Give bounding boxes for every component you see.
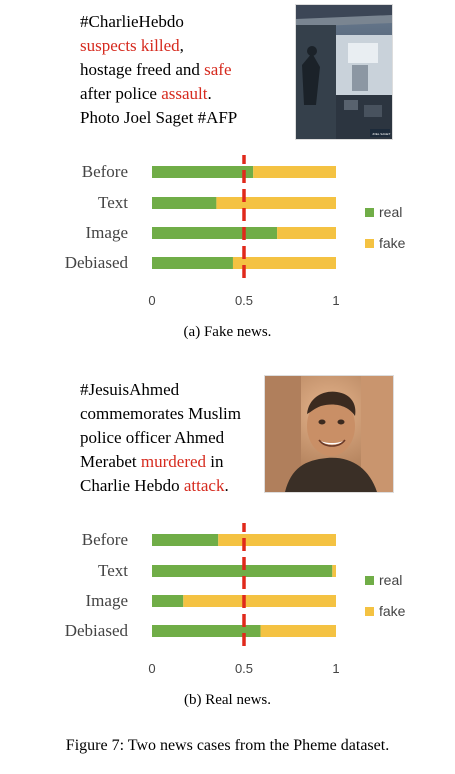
caption-fake-news: (a) Fake news. — [183, 324, 272, 340]
tweet-a-highlight-word: safe — [204, 60, 232, 79]
legend-swatch-real — [365, 576, 374, 585]
tweet-b-highlight-word: murdered — [140, 452, 207, 471]
tweet-a-text-segment: #CharlieHebdo — [80, 12, 184, 31]
caption-real-news: (b) Real news. — [183, 692, 272, 708]
bar-fake — [216, 197, 336, 209]
figure-caption: Figure 7: Two news cases from the Pheme dataset. — [65, 737, 390, 754]
bar-fake — [277, 227, 336, 239]
legend-label-real: real — [379, 572, 403, 588]
tweet-a-text-segment: , — [179, 36, 184, 55]
tweet-b-text-segment: Charlie Hebdo — [80, 476, 184, 495]
chart-fake-news-svg — [0, 155, 455, 315]
category-label: Text — [98, 193, 128, 212]
x-tick-label: 0 — [148, 293, 156, 308]
x-tick-label: 1 — [332, 661, 340, 676]
tweet-a-text-segment: hostage freed and — [80, 60, 205, 79]
x-tick-label: 0 — [148, 661, 156, 676]
tweet-a-highlight-word: suspects killed — [80, 36, 180, 55]
x-tick-label: 1 — [332, 293, 340, 308]
bar-real — [152, 534, 218, 546]
bar-fake — [218, 534, 336, 546]
chart-real-news — [0, 523, 455, 683]
bar-real — [152, 565, 332, 577]
bar-fake — [332, 565, 336, 577]
legend-label-fake: fake — [379, 235, 406, 251]
photo-watermark: JOEL SAGET — [372, 132, 391, 136]
legend-label-real: real — [379, 204, 403, 220]
category-label: Before — [81, 162, 128, 181]
bar-real — [152, 197, 216, 209]
category-label: Image — [85, 223, 128, 242]
category-label: Text — [98, 561, 128, 580]
tweet-b-text-segment: police officer Ahmed — [80, 428, 225, 447]
x-tick-label: 0.5 — [234, 293, 254, 308]
legend-swatch-fake — [365, 239, 374, 248]
bar-real — [152, 227, 277, 239]
chart-fake-news — [0, 155, 455, 315]
category-label: Before — [81, 530, 128, 549]
portrait-photo — [265, 376, 393, 492]
bar-real — [152, 595, 183, 607]
tweet-a-text-segment: after police — [80, 84, 162, 103]
legend-swatch-real — [365, 208, 374, 217]
bar-fake — [261, 625, 336, 637]
tweet-text-fake — [80, 10, 237, 130]
legend-label-fake: fake — [379, 603, 406, 619]
bar-real — [152, 257, 233, 269]
news-photo-fake — [295, 4, 393, 140]
chart-real-news-svg — [0, 523, 455, 683]
x-tick-label: 0.5 — [234, 661, 254, 676]
tweet-b-text-segment: Merabet — [80, 452, 141, 471]
legend-swatch-fake — [365, 607, 374, 616]
bar-fake — [233, 257, 336, 269]
bar-fake — [253, 166, 336, 178]
category-label: Debiased — [64, 253, 128, 272]
tweet-b-highlight-word: attack — [183, 476, 225, 495]
police-scene-image — [296, 5, 392, 139]
tweet-b-text-segment: #JesuisAhmed — [80, 380, 180, 399]
news-photo-real — [264, 375, 394, 493]
tweet-a-text-segment: . — [207, 84, 212, 103]
tweet-a-text-segment: Photo Joel Saget #AFP — [80, 108, 238, 127]
bar-fake — [183, 595, 336, 607]
tweet-b-text-segment: . — [224, 476, 229, 495]
tweet-b-text-segment: in — [206, 452, 224, 471]
category-label: Debiased — [64, 621, 128, 640]
tweet-a-highlight-word: assault — [161, 84, 208, 103]
category-label: Image — [85, 591, 128, 610]
tweet-text-real — [80, 378, 241, 498]
tweet-b-text-segment: commemorates Muslim — [80, 404, 242, 423]
bar-real — [152, 166, 253, 178]
